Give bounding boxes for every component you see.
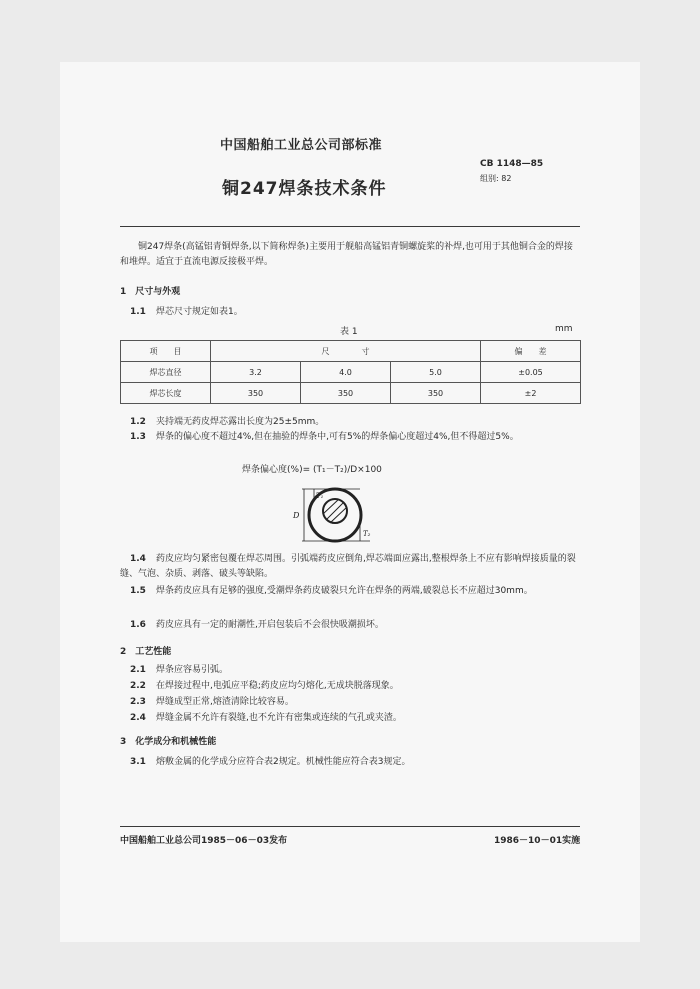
table-cell: 350 (391, 383, 481, 404)
clause-number: 2.1 (130, 665, 146, 675)
document-title: 铜247焊条技术条件 (222, 179, 387, 199)
section-2-heading: 2 工艺性能 (120, 647, 172, 657)
clause-number: 1.1 (130, 307, 146, 317)
clause-1-1 (130, 304, 243, 317)
document-page (60, 62, 640, 942)
label-t2: T₂ (363, 530, 371, 538)
clause-text: 夹持端无药皮焊芯露出长度为25±5mm。 (156, 417, 325, 427)
clause-number: 2.2 (130, 681, 146, 691)
table-header-item: 项 目 (121, 341, 211, 362)
table-cell: 350 (211, 383, 301, 404)
table-header-size: 尺 寸 (211, 341, 481, 362)
clause-2-2 (130, 678, 399, 691)
section-1-heading: 1 尺寸与外观 (120, 287, 181, 297)
table-cell: 3.2 (211, 362, 301, 383)
clause-text: 焊条应容易引弧。 (156, 665, 229, 675)
header-rule (120, 226, 580, 227)
clause-text: 熔敷金属的化学成分应符合表2规定。机械性能应符合表3规定。 (156, 757, 411, 767)
table-cell: 焊芯直径 (121, 362, 211, 383)
table-header-tolerance: 偏 差 (481, 341, 581, 362)
publish-date: 中国船舶工业总公司1985－06－03发布 (120, 836, 288, 846)
intro-paragraph: 铜247焊条(高锰铝青铜焊条,以下简称焊条)主要用于舰船高锰铝青铜螺旋桨的补焊,也可用于其他铜合金的焊接和堆焊。适宜于直流电源反接极平焊。 (120, 242, 573, 267)
clause-text: 药皮应均匀紧密包覆在焊芯周围。引弧端药皮应倒角,焊芯端面应露出,整根焊条上不应有影响焊接质量的裂缝、气泡、杂质、剥落、破头等缺陷。 (120, 554, 576, 579)
clause-number: 2.4 (130, 713, 146, 723)
clause-text: 焊条的偏心度不超过4%,但在抽验的焊条中,可有5%的焊条偏心度超过4%,但不得超过5%。 (156, 432, 519, 442)
clause-text: 焊缝金属不允许有裂缝,也不允许有密集或连续的气孔或夹渣。 (156, 713, 402, 723)
clause-text: 在焊接过程中,电弧应平稳;药皮应均匀熔化,无成块脱落现象。 (156, 681, 399, 691)
clause-number: 1.2 (130, 417, 146, 427)
table-cell: 350 (301, 383, 391, 404)
table-cell: 4.0 (301, 362, 391, 383)
footer-rule (120, 826, 580, 827)
table-1-caption: 表 1 (340, 327, 358, 337)
implementation-date: 1986－10－01实施 (494, 836, 581, 846)
clause-number: 3.1 (130, 757, 146, 767)
clause-2-3 (130, 694, 294, 707)
clause-3-1 (130, 754, 410, 767)
clause-text: 药皮应具有一定的耐潮性,开启包装后不会很快吸潮损坏。 (156, 620, 384, 630)
standard-group: 组别: 82 (480, 174, 512, 183)
table-row (121, 383, 581, 404)
table-header-row (121, 341, 581, 362)
electrode-cross-section-diagram (290, 480, 400, 550)
issuing-organization: 中国船舶工业总公司部标准 (220, 138, 383, 153)
table-1 (120, 340, 581, 404)
clause-1-5 (120, 584, 580, 599)
clause-number: 1.6 (130, 620, 146, 630)
table-cell: ±0.05 (481, 362, 581, 383)
clause-number: 1.4 (130, 554, 146, 564)
label-t1: T₁ (316, 492, 324, 500)
clause-1-6 (130, 617, 384, 630)
clause-2-1 (130, 662, 228, 675)
clause-1-4 (120, 552, 580, 582)
standard-code: CB 1148—85 (480, 159, 544, 169)
clause-text: 焊缝成型正常,熔渣清除比较容易。 (156, 697, 294, 707)
clause-1-2 (130, 414, 324, 427)
table-row (121, 362, 581, 383)
table-cell: 5.0 (391, 362, 481, 383)
section-3-heading: 3 化学成分和机械性能 (120, 737, 217, 747)
table-1-unit: mm (555, 324, 573, 334)
table-cell: ±2 (481, 383, 581, 404)
clause-text: 焊条药皮应具有足够的强度,受潮焊条药皮破裂只允许在焊条的两端,破裂总长不应超过30mm。 (156, 586, 533, 596)
clause-1-3 (120, 430, 580, 445)
clause-number: 1.3 (130, 432, 146, 442)
clause-2-4 (130, 710, 402, 723)
clause-number: 2.3 (130, 697, 146, 707)
eccentricity-formula: 焊条偏心度(%)= (T₁－T₂)/D×100 (242, 465, 382, 475)
clause-number: 1.5 (130, 586, 146, 596)
clause-text: 焊芯尺寸规定如表1。 (156, 307, 243, 317)
table-cell: 焊芯长度 (121, 383, 211, 404)
label-d: D (293, 511, 300, 520)
